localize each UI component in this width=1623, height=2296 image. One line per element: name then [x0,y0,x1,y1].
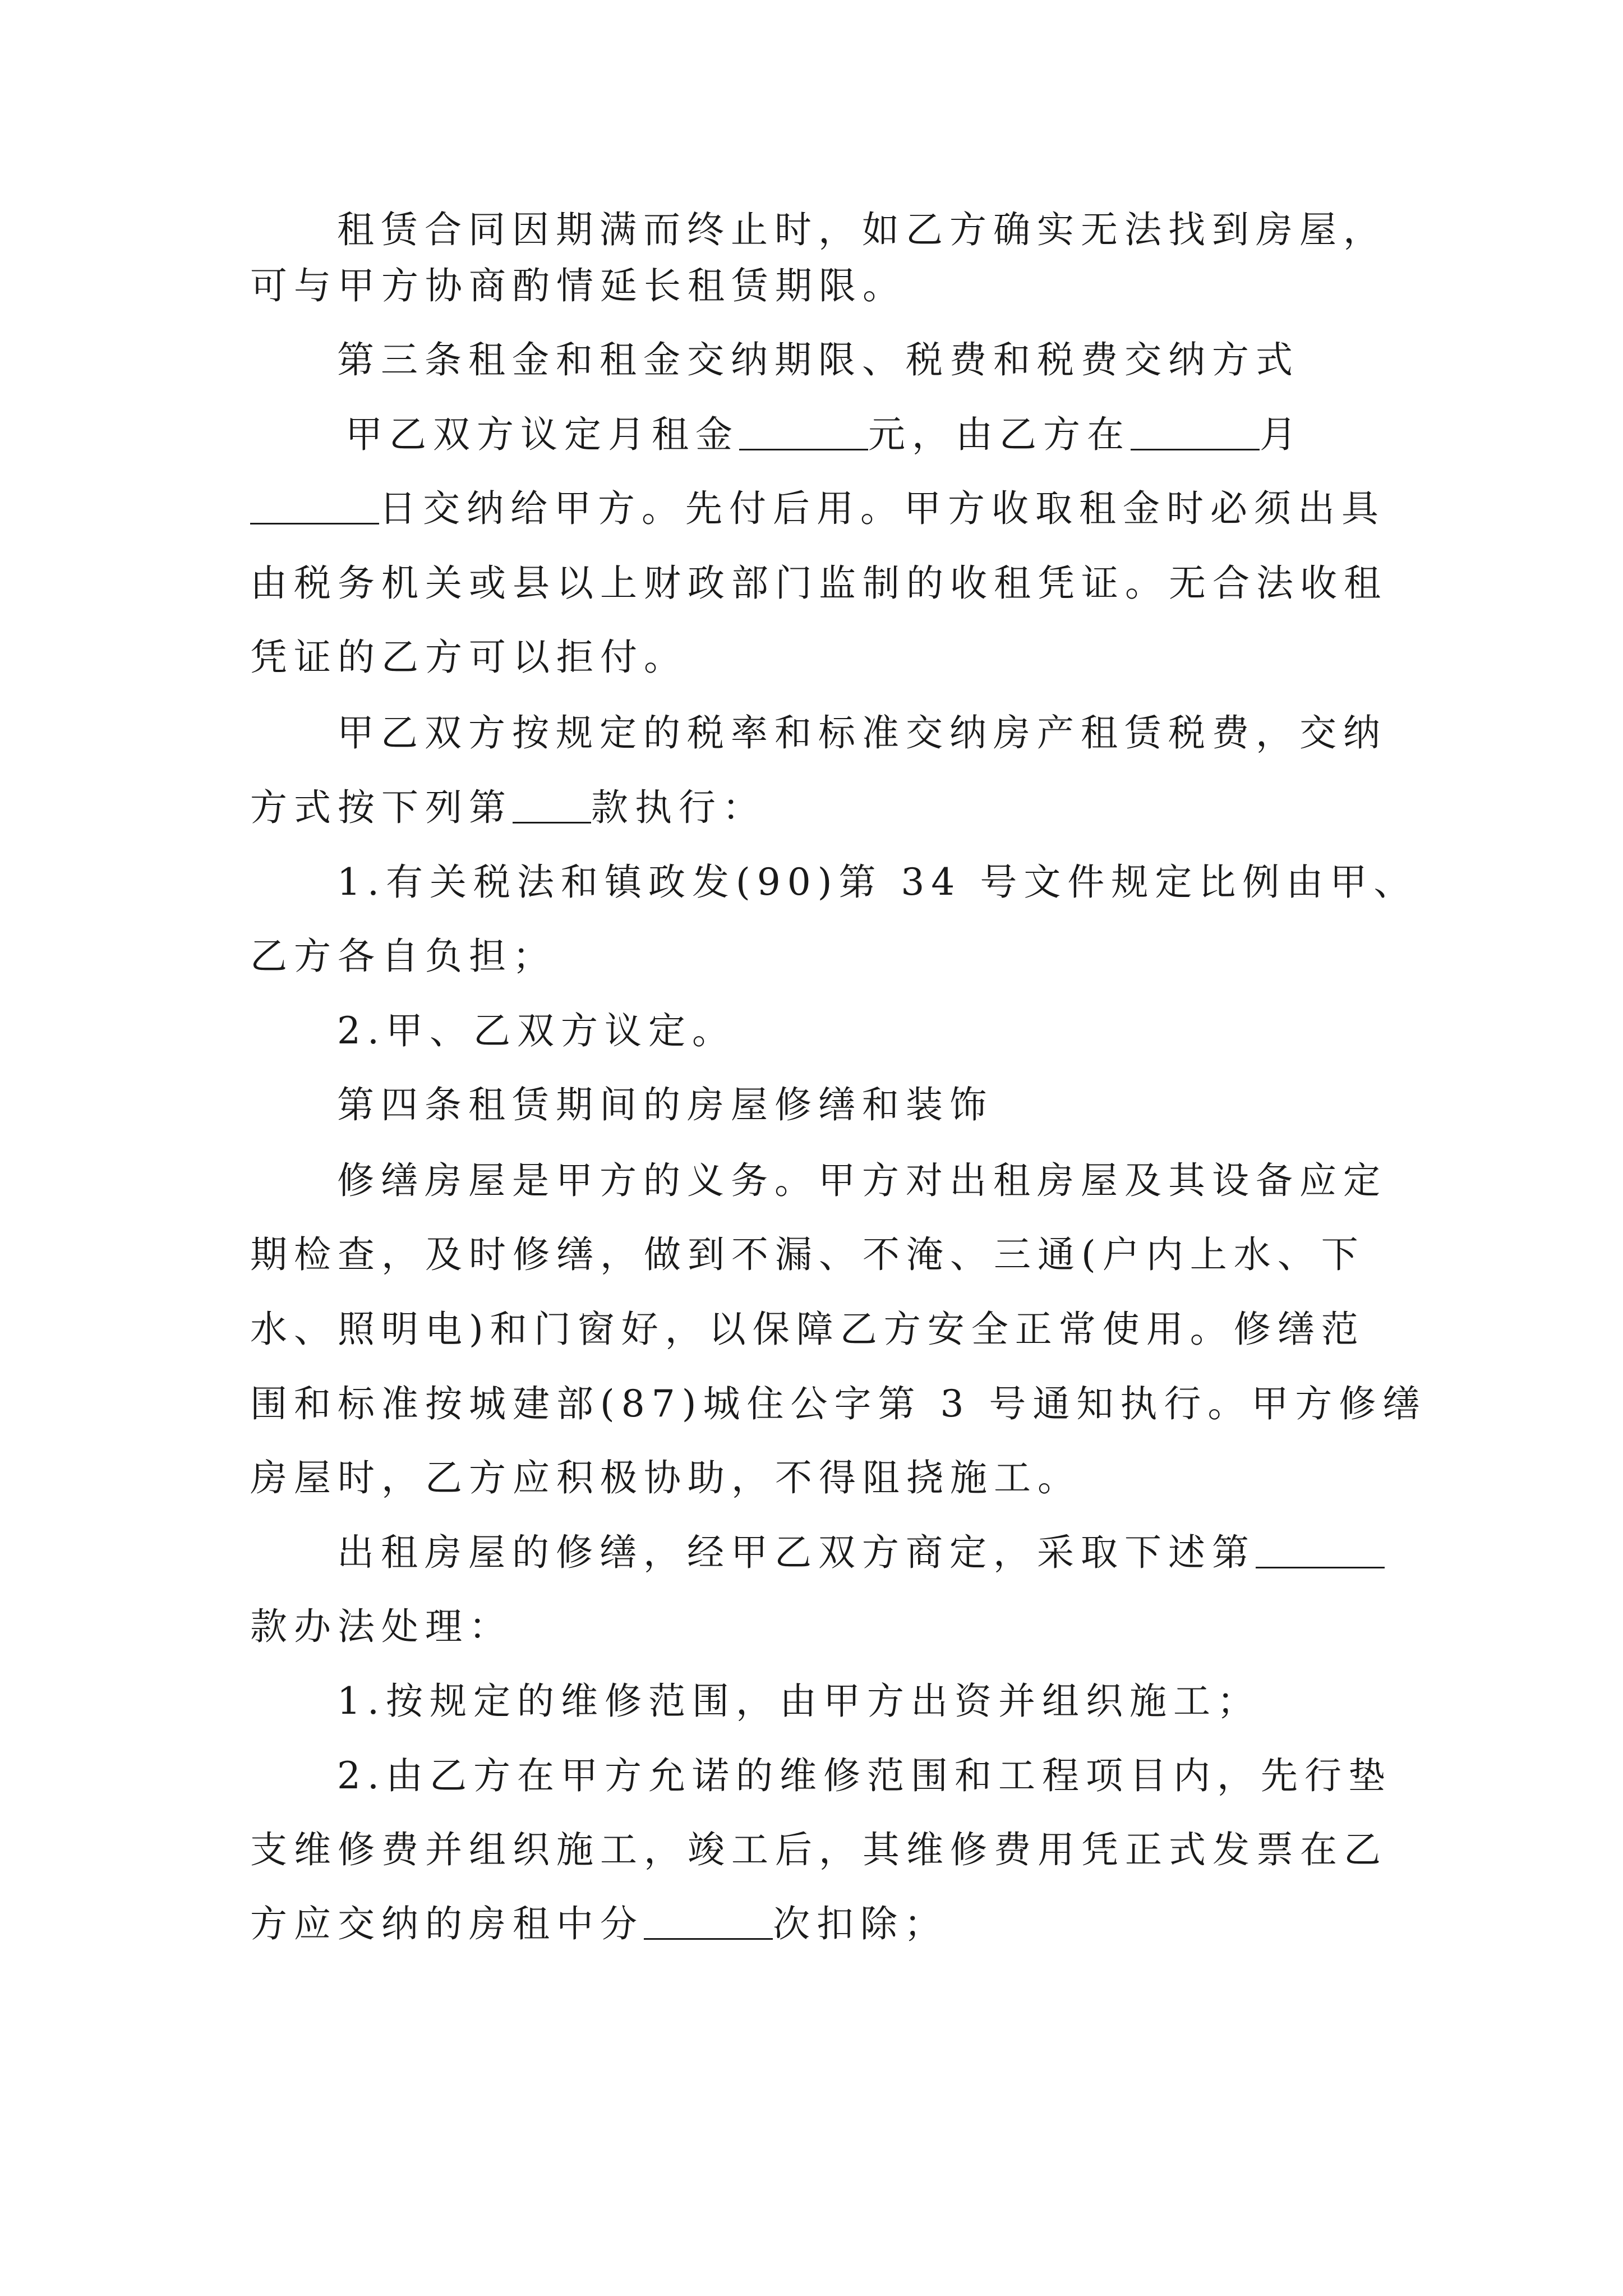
section-heading-article-3: 第三条租金和租金交纳期限、税费和税费交纳方式 [337,338,1299,381]
paragraph-line: 乙方各自负担； [250,935,556,978]
paragraph-line: 甲乙双方按规定的税率和标准交纳房产租赁税费，交纳 [337,711,1387,754]
line-text: 款执行： [591,786,766,829]
section-heading-article-4: 第四条租赁期间的房屋修缮和装饰 [337,1083,993,1126]
paragraph-line: 款办法处理： [250,1605,513,1648]
fill-blank-repair-clause[interactable] [1256,1533,1385,1568]
paragraph-line [337,1530,1385,1575]
paragraph-line: 租赁合同因期满而终止时，如乙方确实无法找到房屋， [337,208,1387,251]
line-text: 甲乙双方议定月租金 [345,413,739,456]
paragraph-line: 2.甲、乙双方议定。 [337,1009,736,1052]
paragraph-line [250,486,1385,531]
paragraph-line [345,412,1303,457]
fill-blank-rent-amount[interactable] [739,415,868,450]
fill-blank-deduction-times[interactable] [644,1904,773,1940]
line-text: 月 [1260,413,1303,456]
paragraph-line: 水、照明电)和门窗好，以保障乙方安全正常使用。修缮范 [250,1308,1365,1351]
line-text: 元，由乙方在 [868,413,1131,456]
paragraph-line: 期检查，及时修缮，做到不漏、不淹、三通(户内上水、下 [250,1233,1365,1276]
line-text: 次扣除； [773,1902,948,1945]
line-text: 日交纳给甲方。先付后用。甲方收取租金时必须出具 [379,487,1385,530]
fill-blank-payment-day[interactable] [250,489,379,524]
fill-blank-tax-clause[interactable] [513,788,591,823]
paragraph-line: 房屋时，乙方应积极协助，不得阻挠施工。 [250,1456,1081,1499]
paragraph-line: 凭证的乙方可以拒付。 [250,636,688,679]
paragraph-line [250,785,766,830]
paragraph-line: 支维修费并组织施工，竣工后，其维修费用凭正式发票在乙 [250,1828,1387,1871]
paragraph-line: 由税务机关或县以上财政部门监制的收租凭证。无合法收租 [250,562,1387,605]
paragraph-line [250,1902,948,1947]
paragraph-line: 可与甲方协商酌情延长租赁期限。 [250,264,906,307]
paragraph-line: 2.由乙方在甲方允诺的维修范围和工程项目内，先行垫 [337,1754,1392,1797]
paragraph-line: 修缮房屋是甲方的义务。甲方对出租房屋及其设备应定 [337,1159,1387,1202]
line-text: 出租房屋的修缮，经甲乙双方商定，采取下述第 [337,1531,1256,1574]
paragraph-line: 1.有关税法和镇政发(90)第 34 号文件规定比例由甲、 [337,861,1418,904]
paragraph-line: 围和标准按城建部(87)城住公字第 3 号通知执行。甲方修缮 [250,1382,1427,1425]
paragraph-line: 1.按规定的维修范围，由甲方出资并组织施工； [337,1680,1261,1723]
line-text: 方应交纳的房租中分 [250,1902,644,1945]
fill-blank-payment-month[interactable] [1131,415,1260,450]
line-text: 方式按下列第 [250,786,513,829]
